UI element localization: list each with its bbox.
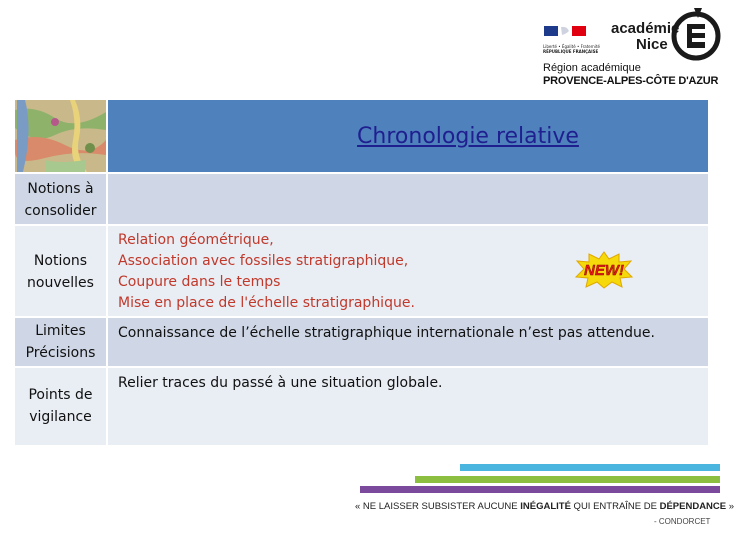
- table-header-row: [15, 100, 708, 172]
- row-content-line: Relation géométrique,: [118, 232, 274, 248]
- region-name: PROVENCE-ALPES-CÔTE D'AZUR: [543, 75, 719, 87]
- blue-bar: [460, 464, 720, 471]
- academie-logo: [541, 0, 720, 92]
- row-label: Limites Précisions: [25, 323, 96, 361]
- footer-color-bars: [0, 464, 720, 494]
- row-content-line: Coupure dans le temps: [118, 274, 281, 290]
- row-content-line: Relier traces du passé à une situation globale.: [118, 375, 443, 391]
- row-content-line: Connaissance de l’échelle stratigraphique internationale n’est pas attendue.: [118, 325, 655, 341]
- academie-word: académie: [611, 20, 680, 37]
- academie-e-icon: [668, 4, 722, 60]
- geological-map-thumbnail: [15, 100, 106, 172]
- row-content-line: Association avec fossiles stratigraphique,: [118, 253, 409, 269]
- row-label: Notions nouvelles: [27, 253, 94, 291]
- table-title[interactable]: Chronologie relative: [357, 124, 579, 149]
- header-left-cell: [15, 100, 106, 172]
- row-content-line: Mise en place de l'échelle stratigraphique.: [118, 295, 415, 311]
- footer-author: - CONDORCET: [654, 517, 711, 526]
- green-bar: [415, 476, 720, 483]
- region-label: Région académique: [543, 62, 641, 74]
- footer-quote: « NE LAISSER SUBSISTER AUCUNE INÉGALITÉ QUI ENTRAÎNE DE DÉPENDANCE »: [355, 501, 734, 512]
- row-label: Points de vigilance: [28, 387, 93, 425]
- header-title-cell: [108, 100, 708, 172]
- purple-bar: [360, 486, 720, 493]
- table-row: [15, 368, 708, 445]
- svg-text:NEW!: NEW!: [584, 262, 624, 279]
- republic-text: Liberté • Égalité • Fraternité RÉPUBLIQUE FRANÇAISE: [543, 44, 600, 54]
- table-row: [15, 174, 708, 224]
- table-row: [15, 226, 708, 316]
- table-row: [15, 318, 708, 366]
- row-content-empty: [108, 174, 708, 224]
- new-badge-icon: [575, 251, 633, 289]
- city-word: Nice: [636, 36, 668, 53]
- row-label: Notions à consolider: [24, 181, 97, 219]
